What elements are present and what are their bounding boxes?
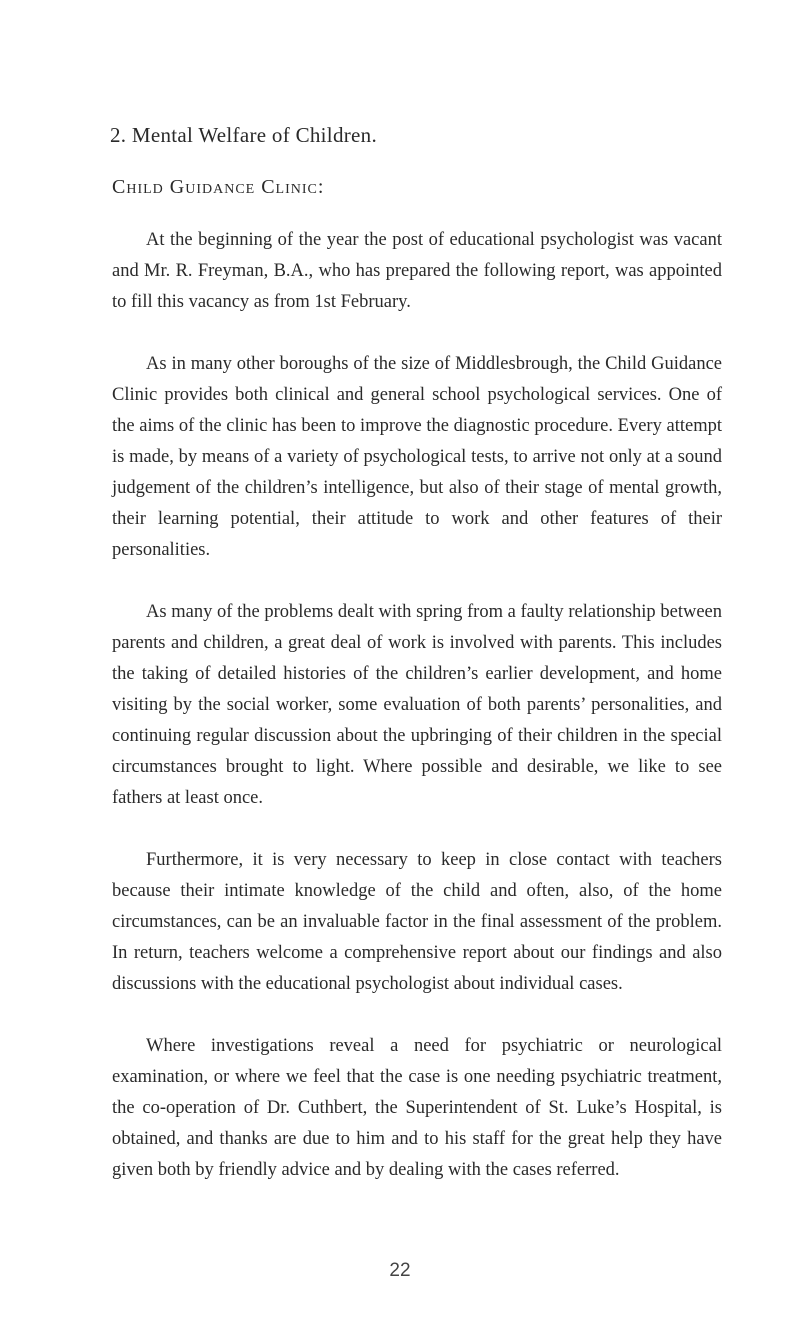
paragraph-psychologist-appointment: At the beginning of the year the post of educational psychologist was vacant and Mr. R. Freyman, B.A., who has prepared the following report, was appointed to fill this vacancy as from 1st February.: [112, 230, 722, 312]
paragraph-psychiatric-referral: Where investigations reveal a need for psychiatric or neurological examination, or where we feel that the case is one needing psychiatric treatment, the co-operation of Dr. Cuthbert, the Superintendent of St. Luke’s Hospital, is obtained, and thanks are due to him and to his staff for the great help they have given both by friendly advice and by dealing with the cases referred.: [112, 1036, 722, 1180]
section-subheading: Child Guidance Clinic:: [112, 176, 325, 198]
paragraph-clinic-services: As in many other boroughs of the size of Middlesbrough, the Child Guidance Clinic provides both clinical and general school psychological services. One of the aims of the clinic has been to improve the diagnostic procedure. Every attempt is made, by means of a variety of psychological tests, to arrive not only at a sound judgement of the children’s intelligence, but also of their stage of mental growth, their learning potential, their attitude to work and other features of their personalities.: [112, 354, 722, 560]
body-text: [112, 225, 722, 1217]
section-heading: 2. Mental Welfare of Children.: [110, 123, 378, 147]
paragraph-work-with-parents: As many of the problems dealt with spring from a faulty relationship between parents and children, a great deal of work is involved with parents. This includes the taking of detailed histories of the children’s earlier development, and home visiting by the social worker, some evaluation of both parents’ personalities, and continuing regular discussion about the upbringing of their children in the special circumstances brought to light. Where possible and desirable, we like to see fathers at least once.: [112, 602, 722, 808]
paragraph-contact-with-teachers: Furthermore, it is very necessary to keep in close contact with teachers because their intimate knowledge of the child and often, also, of the home circumstances, can be an invaluable factor in the final assessment of the problem. In return, teachers welcome a comprehensive report about our findings and also discussions with the educational psychologist about individual cases.: [112, 850, 722, 994]
page-number: 22: [389, 1260, 411, 1281]
